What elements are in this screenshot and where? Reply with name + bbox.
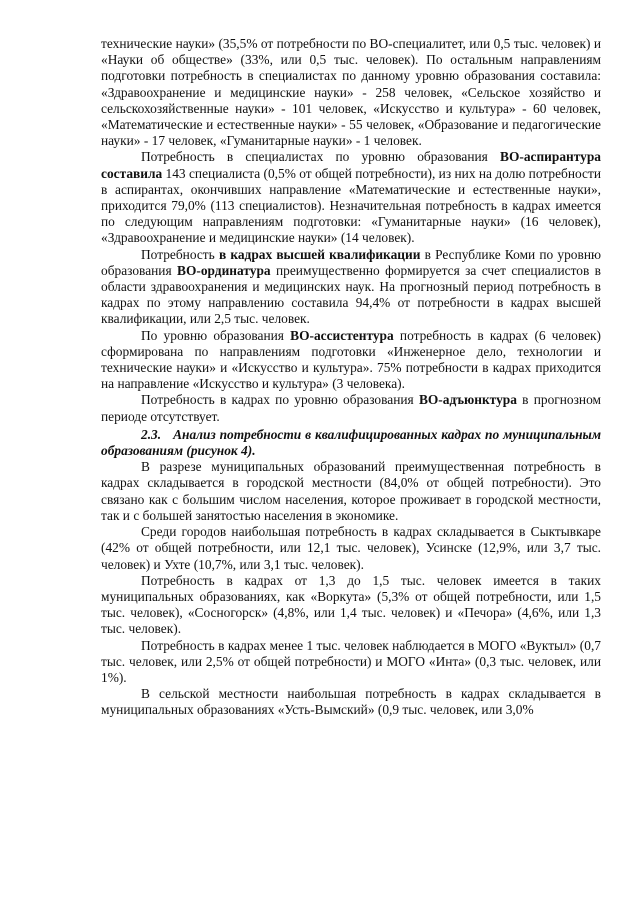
body-paragraph bbox=[101, 638, 601, 687]
bold-term: в кадрах высшей квалификации bbox=[218, 246, 421, 262]
body-paragraph bbox=[101, 573, 601, 638]
paragraphs-after-heading bbox=[101, 459, 601, 718]
paragraph-text: в Республике Коми по уровню образования bbox=[101, 246, 602, 278]
body-paragraph bbox=[101, 36, 601, 149]
paragraph-text: 143 специалиста (0,5% от общей потребности), из них на долю потребности в аспирантах, окончивших направление «Математические и естественные науки», приходится 79,0% (113 специалистов). Незначительная потребность в кадрах имеется по следующим направлениям подготовки: «Гуманитарные науки» (16 человек), «Здравоохранение и медицинские науки» (14 человек). bbox=[101, 165, 601, 246]
paragraph-text: По уровню образования bbox=[141, 327, 291, 343]
body-paragraph bbox=[101, 328, 601, 393]
document-page bbox=[101, 36, 601, 719]
body-paragraph bbox=[101, 686, 601, 718]
paragraph-text: потребность в кадрах (6 человек) сформирована по направлениям подготовки «Инженерное дело, технологии и технические науки» и «Искусство и культура». 75% потребности в кадрах приходится на направление «Искусство и культура» (3 человека). bbox=[101, 327, 601, 392]
paragraph-text: Потребность в кадрах менее 1 тыс. человек наблюдается в МОГО «Вуктыл» (0,7 тыс. человек, или 2,5% от общей потребности) и МОГО «Инта» (0,3 тыс. человек, или 1%). bbox=[101, 637, 601, 685]
section-number: 2.3. bbox=[141, 426, 162, 442]
paragraph-text: Потребность в специалистах по уровню образования bbox=[141, 149, 501, 165]
bold-term: ВО-ассистентура bbox=[290, 327, 394, 343]
body-paragraph bbox=[101, 459, 601, 524]
paragraph-text: технические науки» (35,5% от потребности по ВО-специалитет, или 0,5 тыс. человек) и «Науки об обществе» (33%, или 0,5 тыс. человек). По остальным направлениям подготовки потребность в специалистах по данному уровню образования составила: «Здравоохранение и медицинские науки» - 258 человек, «Сельское хозяйство и сельскохозяйственные науки» - 101 человек, «Искусство и культура» - 60 человек, «Математические и естественные науки» - 55 человек, «Образование и педагогические науки» - 17 человек, «Гуманитарные науки» - 1 человек. bbox=[101, 36, 601, 149]
paragraph-text: Среди городов наибольшая потребность в кадрах складывается в Сыктывкаре (42% от общей потребности, или 12,1 тыс. человек), Усинске (12,9%, или 3,7 тыс. человек) и Ухте (10,7%, или 3,1 тыс. человек). bbox=[101, 524, 601, 572]
paragraph-text: преимущественно формируется за счет специалистов в области здравоохранения и медицинских наук. На прогнозный период потребность в кадрах по этому направлению составила 94,4% от потребности в кадрах высшей квалификации, или 2,5 тыс. человек. bbox=[101, 262, 601, 327]
bold-term: ВО-аспирантура составила bbox=[101, 149, 601, 181]
paragraph-text: Потребность в кадрах от 1,3 до 1,5 тыс. человек имеется в таких муниципальных образованиях, как «Воркута» (5,3% от общей потребности, или 1,5 тыс. человек), «Сосногорск» (4,8%, или 1,4 тыс. человек) и «Печора» (4,6%, или 1,3 тыс. человек). bbox=[101, 572, 601, 637]
paragraphs-before-heading bbox=[101, 36, 601, 425]
body-paragraph bbox=[101, 392, 601, 424]
paragraph-text: в прогнозном периоде отсутствует. bbox=[101, 392, 601, 424]
body-paragraph bbox=[101, 524, 601, 573]
section-title: Анализ потребности в квалифицированных кадрах по муниципальным образованиям (рисунок 4). bbox=[101, 426, 601, 459]
paragraph-text: Потребность в кадрах по уровню образования bbox=[141, 392, 419, 408]
bold-term: ВО-адъюнктура bbox=[418, 392, 517, 408]
section-heading bbox=[101, 427, 601, 459]
body-paragraph bbox=[101, 149, 601, 246]
bold-term: ВО-ординатура bbox=[177, 262, 271, 278]
paragraph-text: Потребность bbox=[141, 246, 219, 262]
paragraph-text: В сельской местности наибольшая потребность в кадрах складывается в муниципальных образованиях «Усть-Вымский» (0,9 тыс. человек, или 3,0% bbox=[101, 686, 601, 718]
paragraph-text: В разрезе муниципальных образований преимущественная потребность в кадрах складывается в городской местности (84,0% от общей потребности). Это связано как с большим числом населения, которое проживает в городской местности, так и с большей занятостью населения в экономике. bbox=[101, 459, 601, 523]
body-paragraph bbox=[101, 247, 601, 328]
